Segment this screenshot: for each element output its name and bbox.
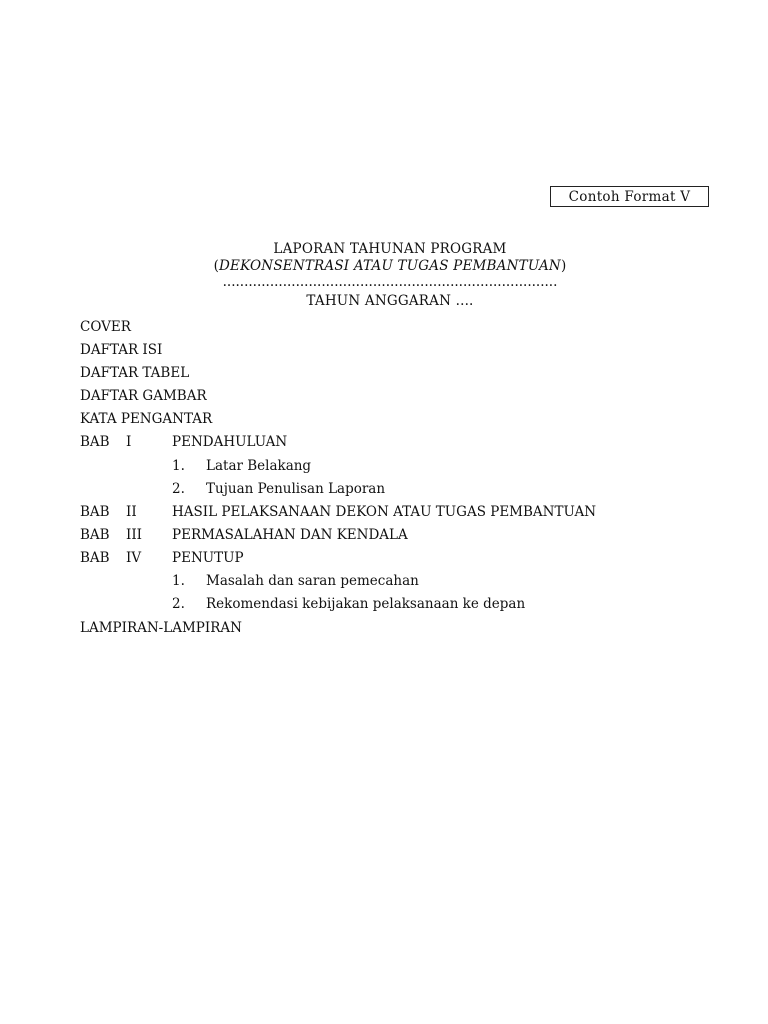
report-dotted-line: ..............................................................................	[222, 274, 558, 290]
chapter-number: III	[126, 527, 142, 543]
sub-item-text: Rekomendasi kebijakan pelaksanaan ke depan	[206, 596, 526, 612]
chapter-title: PENUTUP	[172, 550, 244, 566]
sub-item-number: 2.	[172, 596, 185, 612]
sub-item-text: Latar Belakang	[206, 458, 312, 474]
report-title: LAPORAN TAHUNAN PROGRAM	[273, 241, 507, 257]
subtitle-open-paren: (	[213, 258, 220, 274]
subtitle-close-paren: )	[560, 258, 567, 274]
toc-item-daftar-isi: DAFTAR ISI	[80, 342, 163, 358]
sub-item-number: 1.	[172, 458, 185, 474]
toc-item-cover: COVER	[80, 319, 131, 335]
sub-item-text: Tujuan Penulisan Laporan	[206, 481, 386, 497]
sub-item-text: Masalah dan saran pemecahan	[206, 573, 419, 589]
chapter-number: I	[126, 434, 132, 450]
sub-item-number: 2.	[172, 481, 185, 497]
chapter-title: HASIL PELAKSANAAN DEKON ATAU TUGAS PEMBANTUAN	[172, 504, 597, 520]
toc-item-daftar-gambar: DAFTAR GAMBAR	[80, 388, 207, 404]
chapter-title: PERMASALAHAN DAN KENDALA	[172, 527, 408, 543]
toc-item-daftar-tabel: DAFTAR TABEL	[80, 365, 190, 381]
chapter-label: BAB	[80, 504, 110, 520]
format-label: Contoh Format V	[568, 189, 691, 205]
chapter-number: IV	[126, 550, 142, 566]
chapter-title: PENDAHULUAN	[172, 434, 288, 450]
format-label-box	[550, 186, 709, 207]
chapter-label: BAB	[80, 527, 110, 543]
sub-item-number: 1.	[172, 573, 185, 589]
toc-item-lampiran: LAMPIRAN-LAMPIRAN	[80, 620, 242, 636]
chapter-number: II	[126, 504, 137, 520]
subtitle-text: DEKONSENTRASI ATAU TUGAS PEMBANTUAN	[219, 258, 561, 274]
report-fiscal-year: TAHUN ANGGARAN ....	[306, 293, 474, 309]
chapter-label: BAB	[80, 550, 110, 566]
toc-item-kata-pengantar: KATA PENGANTAR	[80, 411, 213, 427]
chapter-label: BAB	[80, 434, 110, 450]
report-subtitle	[200, 258, 580, 274]
